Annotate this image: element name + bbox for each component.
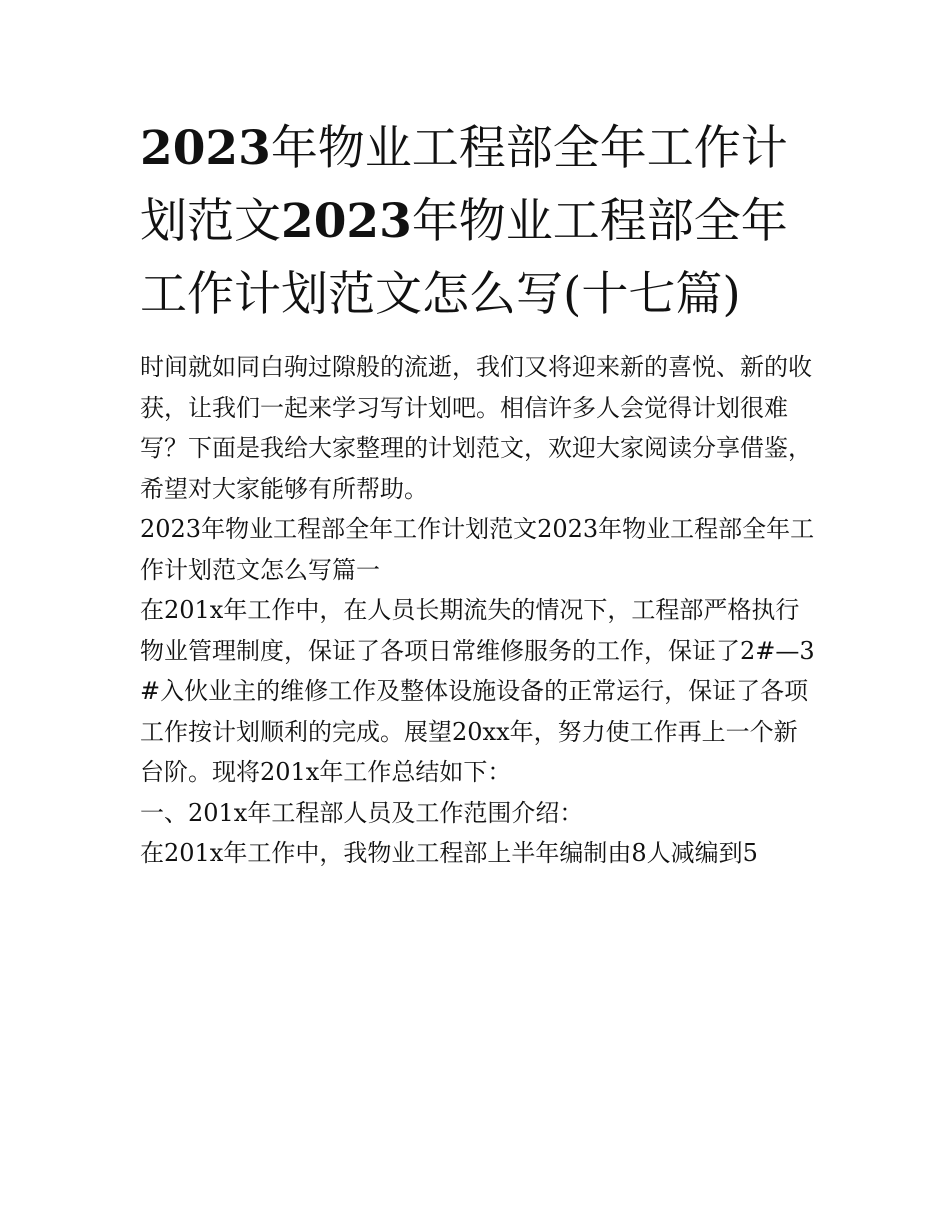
- title-text-1: 年物业工程部全年工作计划范文: [140, 121, 788, 249]
- section-heading: 2023年物业工程部全年工作计划范文2023年物业工程部全年工作计划范文怎么写篇一: [140, 515, 815, 584]
- document-content: [140, 112, 820, 874]
- intro-paragraph: 时间就如同白驹过隙般的流逝，我们又将迎来新的喜悦、新的收获，让我们一起来学习写计划吧。相信许多人会觉得计划很难写？下面是我给大家整理的计划范文，欢迎大家阅读分享借鉴，希望对大家能够有所帮助。: [140, 353, 812, 503]
- title-year-2: 2023: [281, 194, 412, 249]
- title-year-1: 2023: [140, 121, 271, 176]
- staffing-paragraph: 在201x年工作中，我物业工程部上半年编制由8人减编到5: [140, 839, 758, 867]
- summary-paragraph: 在201x年工作中，在人员长期流失的情况下，工程部严格执行物业管理制度，保证了各项日常维修服务的工作，保证了2#—3#入伙业主的维修工作及整体设施设备的正常运行，保证了各项工作按计划顺利的完成。展望20xx年，努力使工作再上一个新台阶。现将201x年工作总结如下：: [140, 596, 815, 786]
- subsection-heading: 一、201x年工程部人员及工作范围介绍：: [140, 798, 584, 827]
- document-title: [140, 112, 820, 331]
- title-text-2: 年物业工程部全年工作计划范文怎么写(十七篇): [140, 194, 788, 322]
- document-body: [140, 347, 820, 874]
